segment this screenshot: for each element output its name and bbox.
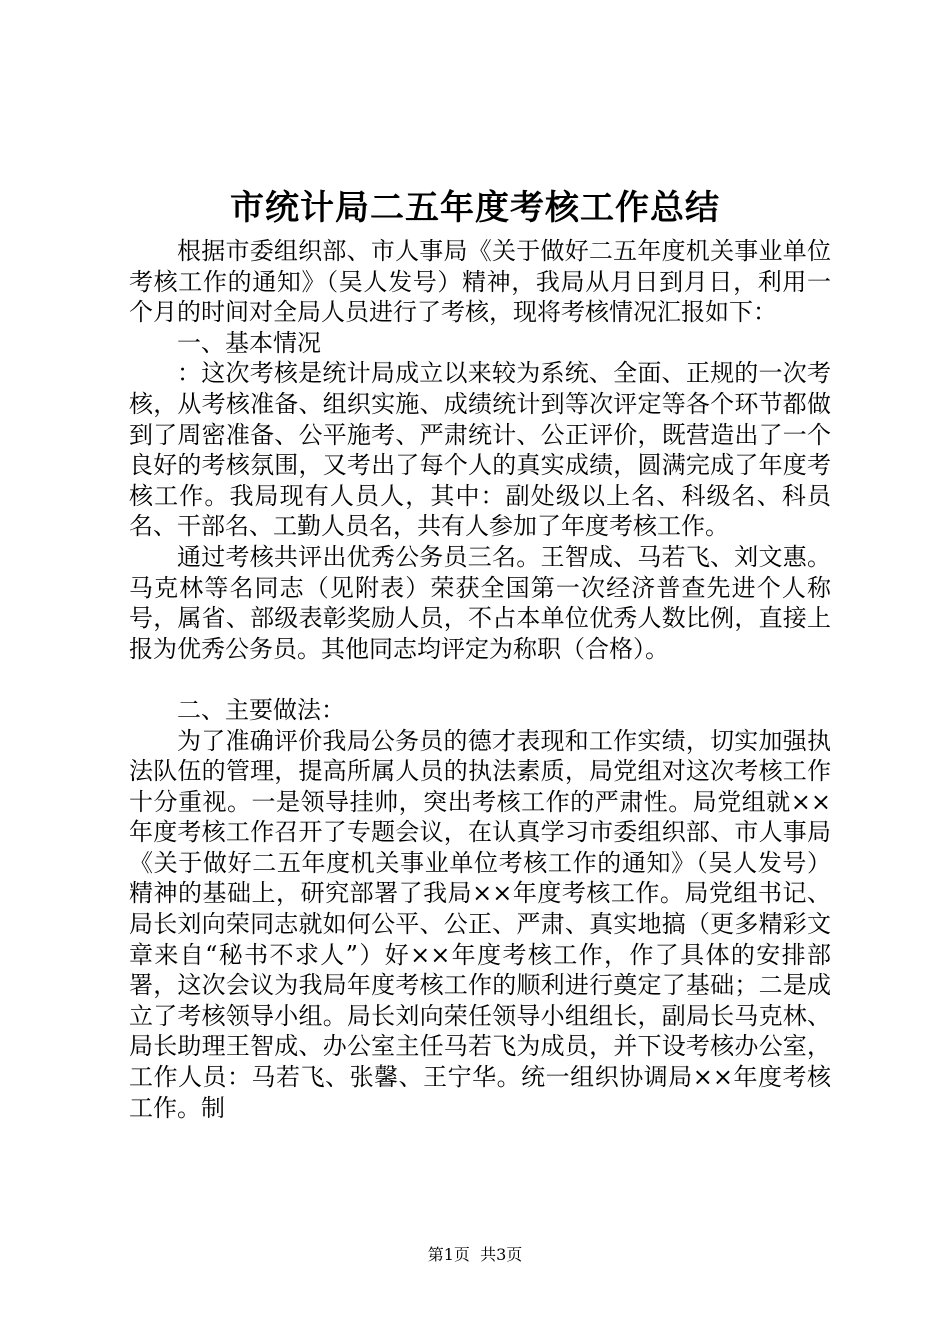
document-body: [129, 236, 831, 1123]
document-title: 市统计局二五年度考核工作总结: [230, 188, 720, 228]
section-heading-basic-situation: 一、基本情况: [177, 328, 321, 357]
paragraph-gap: [129, 664, 831, 695]
paragraph-excellent-staff: 通过考核共评出优秀公务员三名。王智成、马若飞、刘文惠。马克林等名同志（见附表）荣获全国第一次经济普查先进个人称号，属省、部级表彰奖励人员，不占本单位优秀人数比例，直接上报为优秀公务员。其他同志均评定为称职（合格）。: [129, 542, 831, 663]
page-number-footer: 第1页 共3页: [427, 1245, 523, 1264]
paragraph-basic-situation: ：这次考核是统计局成立以来较为系统、全面、正规的一次考核，从考核准备、组织实施、成绩统计到等次评定等各个环节都做到了周密准备、公平施考、严肃统计、公正评价，既营造出了一个良好的考核氛围，又考出了每个人的真实成绩，圆满完成了年度考核工作。我局现有人员人，其中：副处级以上名、科级名、科员名、干部名、工勤人员名，共有人参加了年度考核工作。: [129, 359, 831, 541]
paragraph-intro: 根据市委组织部、市人事局《关于做好二五年度机关事业单位考核工作的通知》（吴人发号）精神，我局从月日到月日，利用一个月的时间对全局人员进行了考核，现将考核情况汇报如下：: [129, 237, 831, 327]
paragraph-main-methods: 为了准确评价我局公务员的德才表现和工作实绩，切实加强执法队伍的管理，提高所属人员的执法素质，局党组对这次考核工作十分重视。一是领导挂帅，突出考核工作的严肃性。局党组就××年度考核工作召开了专题会议，在认真学习市委组织部、市人事局《关于做好二五年度机关事业单位考核工作的通知》（吴人发号）精神的基础上，研究部署了我局××年度考核工作。局党组书记、局长刘向荣同志就如何公平、公正、严肃、真实地搞（更多精彩文章来自“秘书不求人”）好××年度考核工作，作了具体的安排部署，这次会议为我局年度考核工作的顺利进行奠定了基础；二是成立了考核领导小组。局长刘向荣任领导小组组长，副局长马克林、局长助理王智成、办公室主任马若飞为成员，并下设考核办公室，工作人员：马若飞、张馨、王宁华。统一组织协调局××年度考核工作。制: [129, 726, 831, 1122]
section-heading-main-methods: 二、主要做法：: [177, 695, 345, 724]
